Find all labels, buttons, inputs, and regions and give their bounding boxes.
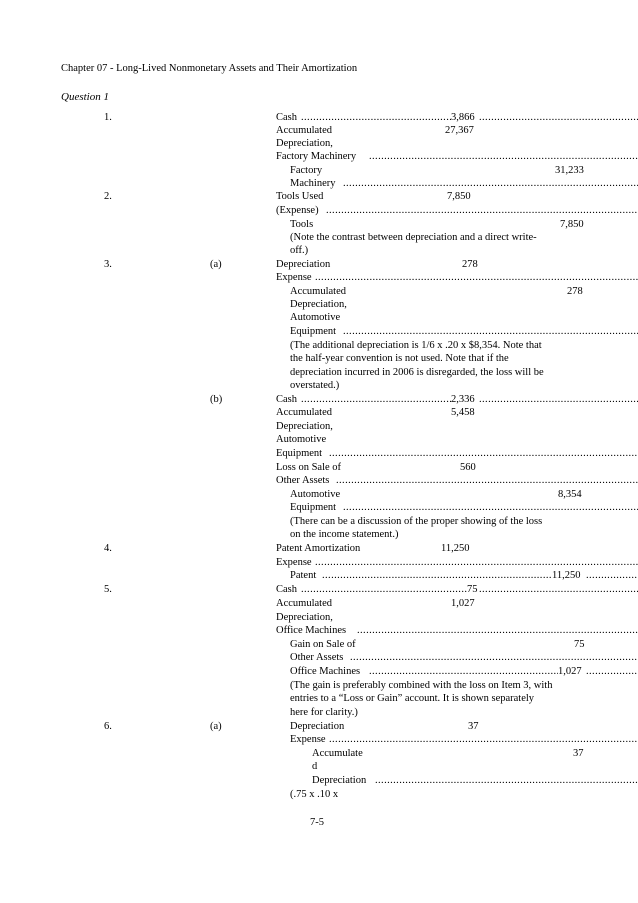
leader-dots [586,665,638,679]
account-name: Patent Amortization [276,543,361,554]
account-name: Other Assets [290,652,344,663]
note-text: entries to a “Loss or Gain” account. It is shown separately [290,693,535,704]
item-number: 1. [104,112,112,123]
account-name: Expense [276,557,312,568]
debit-amount: 27,367 [445,125,474,136]
leader-dots [479,393,638,407]
credit-amount: 8,354 [558,489,582,500]
account-name: Office Machines [290,666,361,677]
note-text: (Note the contrast between depreciation and a direct write- [290,232,537,243]
account-name: Equipment [276,448,323,459]
credit-amount: 7,850 [560,219,584,230]
account-name: Accumulated [276,407,332,418]
account-name: Patent [290,570,317,581]
debit-amount: 1,027 [451,598,475,609]
note-text: depreciation incurred in 2006 is disregarded, the loss will be [290,367,544,378]
leader-dots [326,204,638,218]
leader-dots [375,774,638,788]
debit-amount: 75 [467,584,478,595]
credit-amount: 11,250 [552,570,581,581]
leader-dots [479,583,638,597]
debit-amount: 2,336 [451,394,475,405]
leader-dots [357,624,638,638]
account-name: Cash [276,394,297,405]
account-name: Expense [276,272,312,283]
credit-amount: 37 [573,748,584,759]
question-label: Question 1 [61,91,109,103]
leader-dots [343,501,638,515]
account-name: Tools [290,219,314,230]
item-part: (b) [210,394,223,405]
credit-amount: 31,233 [555,165,584,176]
account-name: Cash [276,112,297,123]
leader-dots [322,569,552,583]
item-number: 2. [104,191,112,202]
account-name: Other Assets [276,475,330,486]
account-name: Equipment [290,326,337,337]
leader-dots [369,665,558,679]
debit-amount: 7,850 [447,191,471,202]
account-name: Gain on Sale of [290,639,356,650]
account-name: (Expense) [276,205,319,216]
note-text: (.75 x .10 x [290,789,339,800]
note-text: the half-year convention is not used. Note that if the [290,353,509,364]
account-name: Depreciation, [276,421,333,432]
note-text: off.) [290,245,309,256]
debit-amount: 278 [462,259,478,270]
item-number: 6. [104,721,112,732]
leader-dots [329,447,638,461]
note-text: overstated.) [290,380,340,391]
account-name: Loss on Sale of [276,462,342,473]
leader-dots [301,393,451,407]
account-name: d [312,761,318,772]
chapter-title: Chapter 07 - Long-Lived Nonmonetary Assets and Their Amortization [61,63,358,74]
account-name: Depreciation, [290,299,347,310]
leader-dots [479,111,638,125]
item-part: (a) [210,259,222,270]
leader-dots [315,271,638,285]
leader-dots [301,111,451,125]
credit-amount: 75 [574,639,585,650]
account-name: Accumulated [290,286,346,297]
account-name: Depreciation, [276,612,333,623]
account-name: Cash [276,584,297,595]
debit-amount: 560 [460,462,476,473]
account-name: Depreciation [290,721,345,732]
page-number: 7-5 [310,817,324,828]
leader-dots [329,733,638,747]
account-name: Automotive [276,434,327,445]
account-name: Factory Machinery [276,151,357,162]
account-name: Machinery [290,178,336,189]
leader-dots [343,177,638,191]
account-name: Factory [290,165,323,176]
item-number: 3. [104,259,112,270]
account-name: Accumulate [312,748,363,759]
note-text: (The gain is preferably combined with the loss on Item 3, with [290,680,553,691]
debit-amount: 3,866 [451,112,475,123]
leader-dots [336,474,638,488]
item-number: 5. [104,584,112,595]
debit-amount: 37 [468,721,479,732]
note-text: (There can be a discussion of the proper showing of the loss [290,516,543,527]
account-name: Accumulated [276,598,332,609]
debit-amount: 5,458 [451,407,475,418]
note-text: on the income statement.) [290,529,399,540]
account-name: Automotive [290,489,341,500]
leader-dots [301,583,467,597]
credit-amount: 278 [567,286,583,297]
item-number: 4. [104,543,112,554]
account-name: Equipment [290,502,337,513]
item-part: (a) [210,721,222,732]
account-name: Automotive [290,312,341,323]
debit-amount: 11,250 [441,543,470,554]
note-text: (The additional depreciation is 1/6 x .20 x $8,354. Note that [290,340,542,351]
leader-dots [350,651,638,665]
leader-dots [343,325,638,339]
account-name: Office Machines [276,625,347,636]
leader-dots [315,556,638,570]
account-name: Tools Used [276,191,324,202]
account-name: Depreciation, [276,138,333,149]
credit-amount: 1,027 [558,666,582,677]
note-text: here for clarity.) [290,707,358,718]
account-name: Expense [290,734,326,745]
leader-dots [586,569,638,583]
account-name: Depreciation [276,259,331,270]
leader-dots [369,150,638,164]
account-name: Accumulated [276,125,332,136]
account-name: Depreciation [312,775,367,786]
